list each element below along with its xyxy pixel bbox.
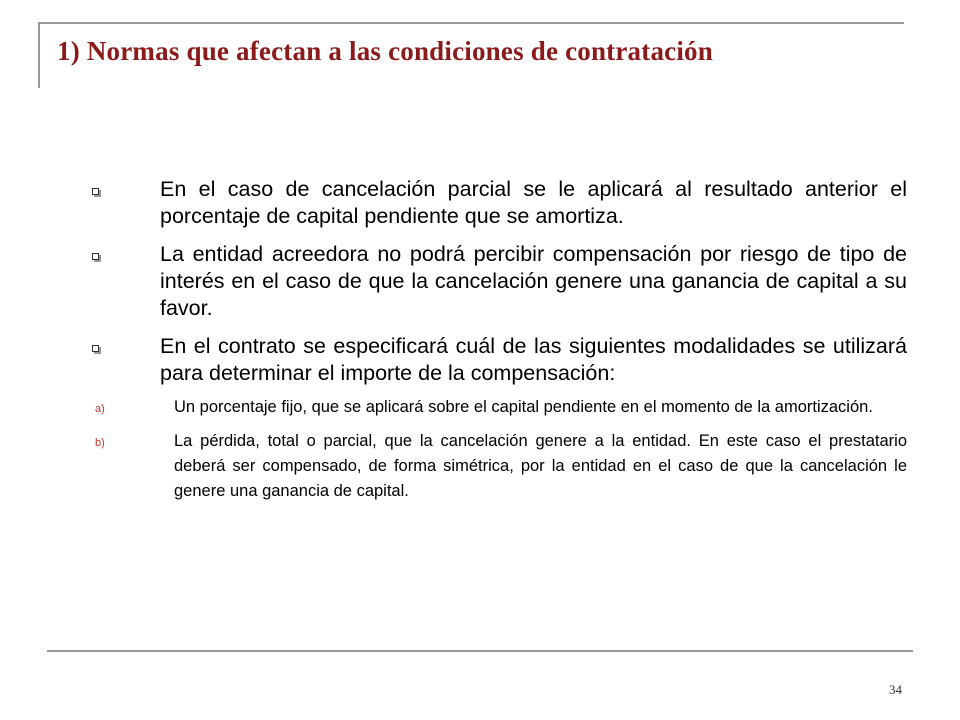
bullet-text: En el caso de cancelación parcial se le aplicará al resultado anterior el porcentaje de capital pendiente que se amortiza. bbox=[160, 177, 907, 228]
square-bullet-icon bbox=[92, 345, 99, 352]
bullet-text: En el contrato se especificará cuál de las siguientes modalidades se utilizará para determinar el importe de la compensación: bbox=[160, 334, 907, 385]
bullet-text: La entidad acreedora no podrá percibir compensación por riesgo de tipo de interés en el caso de que la cancelación genere una ganancia de capital a su favor. bbox=[160, 242, 907, 320]
bullet-item bbox=[92, 241, 907, 322]
square-bullet-icon bbox=[92, 188, 99, 195]
bottom-rule bbox=[47, 650, 913, 652]
sub-label: a) bbox=[95, 403, 105, 415]
page-number: 34 bbox=[889, 682, 902, 697]
sub-text: La pérdida, total o parcial, que la cancelación genere a la entidad. En este caso el prestatario deberá ser compensado, de forma simétrica, por la entidad en el caso de que la cancelación le genere una ganancia de capital. bbox=[174, 432, 907, 500]
top-rule bbox=[38, 22, 904, 24]
sub-list bbox=[95, 395, 907, 504]
sub-text: Un porcentaje fijo, que se aplicará sobre el capital pendiente en el momento de la amortización. bbox=[174, 398, 873, 416]
left-rule bbox=[38, 22, 40, 88]
slide-title: 1) Normas que afectan a las condiciones de contratación bbox=[57, 36, 713, 66]
sub-item bbox=[92, 395, 907, 420]
bullet-item bbox=[92, 333, 907, 504]
square-bullet-icon bbox=[92, 253, 99, 260]
sub-label: b) bbox=[95, 437, 105, 449]
bullet-item bbox=[92, 176, 907, 230]
bullet-list bbox=[92, 176, 907, 515]
sub-item bbox=[92, 429, 907, 504]
